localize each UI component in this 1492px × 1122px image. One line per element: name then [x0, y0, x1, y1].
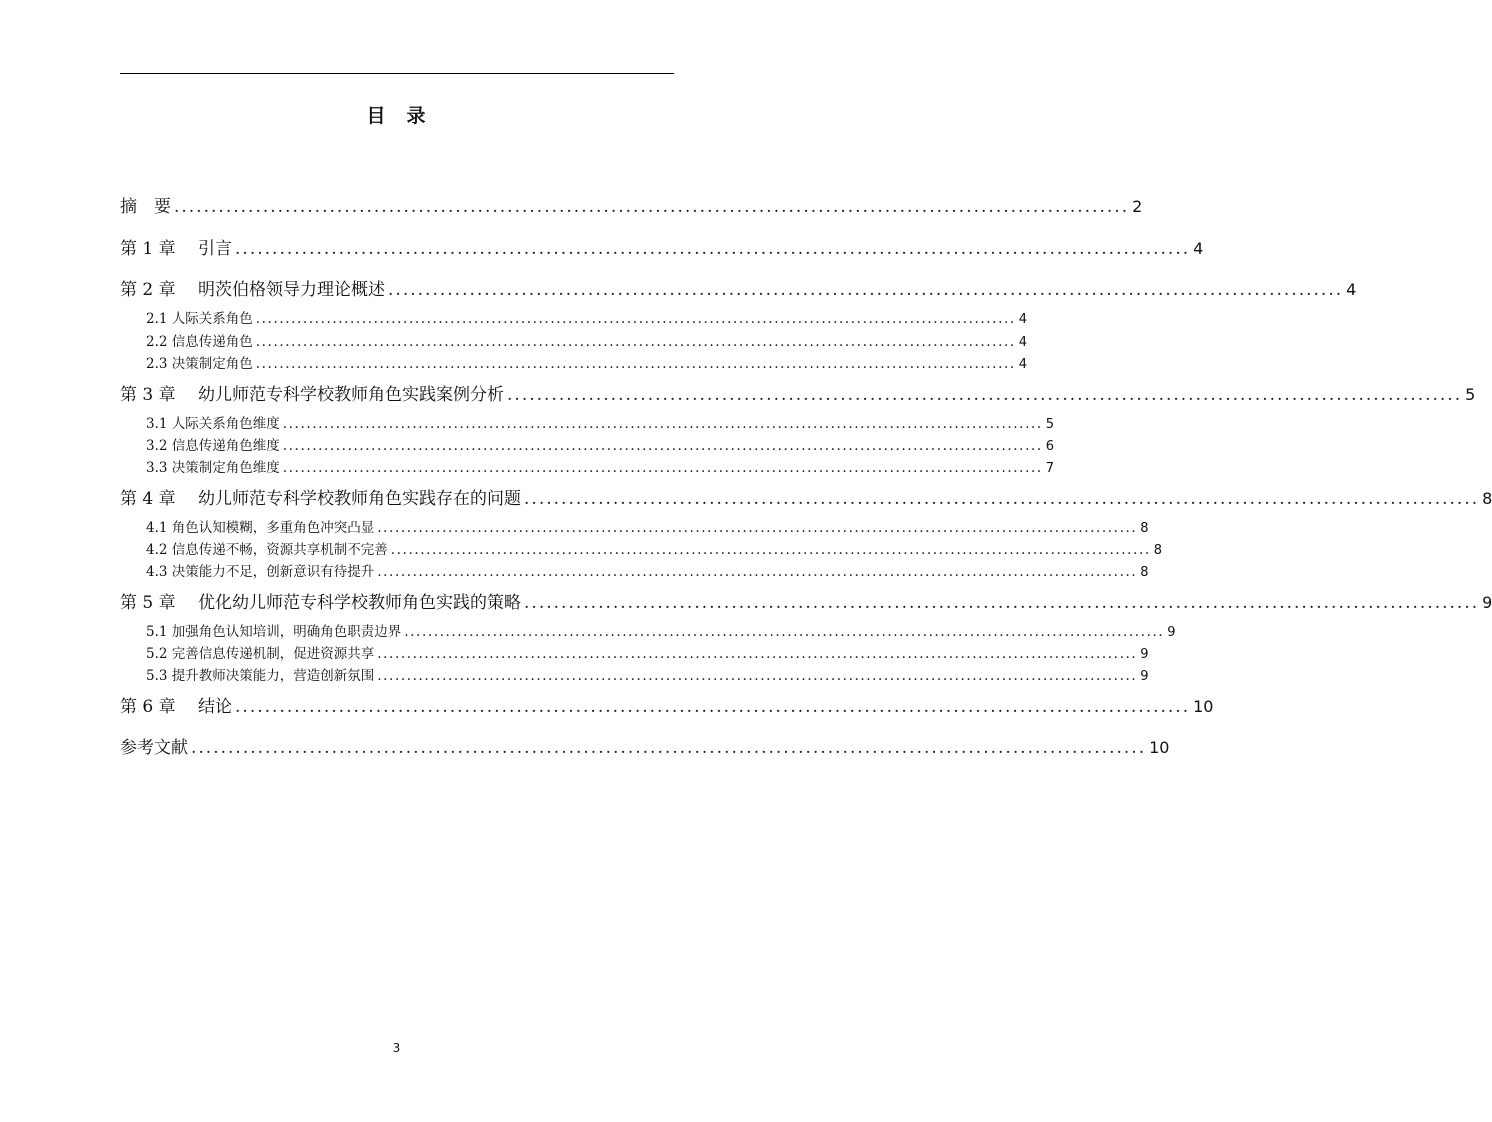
toc-entry-label: 2.3 决策制定角色: [146, 356, 253, 372]
toc-entry-page: 4: [1346, 280, 1357, 299]
toc-entry-label: 5.3 提升教师决策能力，营造创新氛围: [146, 668, 375, 684]
toc-entry[interactable]: [146, 664, 1149, 684]
toc-entry-label: 4.3 决策能力不足，创新意识有待提升: [146, 564, 375, 580]
toc-entry[interactable]: [146, 434, 1055, 454]
toc-entry[interactable]: [146, 330, 1028, 350]
dot-leader: .................................................................................................................................: [282, 438, 1043, 454]
toc-entry-page: 4: [1193, 239, 1204, 258]
toc-entry-page: 8: [1140, 565, 1149, 580]
toc-entry-label: 2.1 人际关系角色: [146, 311, 253, 327]
toc-entry-page: 10: [1149, 738, 1170, 757]
dot-leader: .................................................................................................................................: [524, 593, 1480, 613]
toc-entry-label: 5.1 加强角色认知培训，明确角色职责边界: [146, 624, 402, 640]
toc-entry[interactable]: [120, 692, 1214, 717]
toc-entry[interactable]: [120, 588, 1492, 613]
toc-entry-page: 5: [1465, 385, 1476, 404]
page-number: 3: [392, 1041, 401, 1055]
toc-entry-page: 10: [1193, 697, 1214, 716]
toc-entry[interactable]: [120, 733, 1170, 758]
dot-leader: .................................................................................................................................: [255, 334, 1016, 350]
toc-entry-page: 8: [1482, 489, 1492, 508]
toc-entry-page: 9: [1482, 593, 1492, 612]
toc-entry[interactable]: [146, 642, 1149, 662]
toc-entry-label: 4.1 角色认知模糊，多重角色冲突凸显: [146, 520, 375, 536]
toc-entry[interactable]: [146, 538, 1163, 558]
toc-entry-label: 3.1 人际关系角色维度: [146, 416, 280, 432]
toc-entry-label: 第 2 章 明茨伯格领导力理论概述: [120, 280, 386, 300]
toc-entry-page: 8: [1153, 543, 1163, 558]
toc-title: 目 录: [366, 105, 427, 127]
toc-entry[interactable]: [120, 234, 1204, 259]
dot-leader: .................................................................................................................................: [235, 697, 1191, 717]
toc-entry-label: 第 3 章 幼儿师范专科学校教师角色实践案例分析: [120, 385, 505, 405]
dot-leader: .................................................................................................................................: [390, 542, 1151, 558]
dot-leader: .................................................................................................................................: [191, 738, 1147, 758]
toc-entry-label: 参考文献: [120, 738, 188, 758]
dot-leader: .................................................................................................................................: [255, 311, 1016, 327]
toc-entry[interactable]: [120, 484, 1492, 509]
toc-entry-label: 第 4 章 幼儿师范专科学校教师角色实践存在的问题: [120, 489, 522, 509]
toc-entry-page: 4: [1018, 357, 1028, 372]
toc-entry-label: 4.2 信息传递不畅，资源共享机制不完善: [146, 542, 388, 558]
dot-leader: .................................................................................................................................: [377, 668, 1138, 684]
dot-leader: .................................................................................................................................: [377, 520, 1138, 536]
toc-entry[interactable]: [146, 307, 1028, 327]
toc-entry-label: 第 6 章 结论: [120, 697, 233, 717]
toc-entry[interactable]: [120, 192, 1143, 217]
toc-entry-page: 2: [1132, 197, 1143, 216]
toc-entry[interactable]: [146, 352, 1028, 372]
dot-leader: .................................................................................................................................: [377, 646, 1138, 662]
toc-entry-page: 6: [1045, 439, 1055, 454]
toc-entry-page: 4: [1018, 312, 1028, 327]
toc-entry-page: 7: [1045, 461, 1055, 476]
toc-entry[interactable]: [146, 620, 1176, 640]
toc-entry[interactable]: [146, 560, 1149, 580]
toc-entry-label: 5.2 完善信息传递机制，促进资源共享: [146, 646, 375, 662]
toc-entry[interactable]: [120, 380, 1476, 405]
toc-entry-page: 8: [1140, 521, 1149, 536]
toc-entry-label: 第 5 章 优化幼儿师范专科学校教师角色实践的策略: [120, 593, 522, 613]
toc-entry-page: 9: [1167, 625, 1176, 640]
toc-entry[interactable]: [120, 275, 1357, 300]
dot-leader: .................................................................................................................................: [388, 280, 1344, 300]
toc-entry-label: 摘 要: [120, 197, 171, 217]
dot-leader: .................................................................................................................................: [377, 564, 1138, 580]
toc-entry[interactable]: [146, 516, 1149, 536]
dot-leader: .................................................................................................................................: [174, 197, 1130, 217]
toc-entry-label: 第 1 章 引言: [120, 239, 233, 259]
toc-entry[interactable]: [146, 412, 1055, 432]
toc-entry-page: 4: [1018, 335, 1028, 350]
dot-leader: .................................................................................................................................: [524, 489, 1480, 509]
dot-leader: .................................................................................................................................: [255, 356, 1016, 372]
toc-entry[interactable]: [146, 456, 1055, 476]
toc-entry-page: 5: [1045, 417, 1055, 432]
toc-entry-label: 2.2 信息传递角色: [146, 334, 253, 350]
dot-leader: .................................................................................................................................: [404, 624, 1165, 640]
toc-entry-label: 3.2 信息传递角色维度: [146, 438, 280, 454]
dot-leader: .................................................................................................................................: [507, 385, 1463, 405]
dot-leader: .................................................................................................................................: [282, 460, 1043, 476]
toc-entry-label: 3.3 决策制定角色维度: [146, 460, 280, 476]
toc-entry-page: 9: [1140, 669, 1149, 684]
dot-leader: .................................................................................................................................: [282, 416, 1043, 432]
dot-leader: .................................................................................................................................: [235, 239, 1191, 259]
toc-entry-page: 9: [1140, 647, 1149, 662]
